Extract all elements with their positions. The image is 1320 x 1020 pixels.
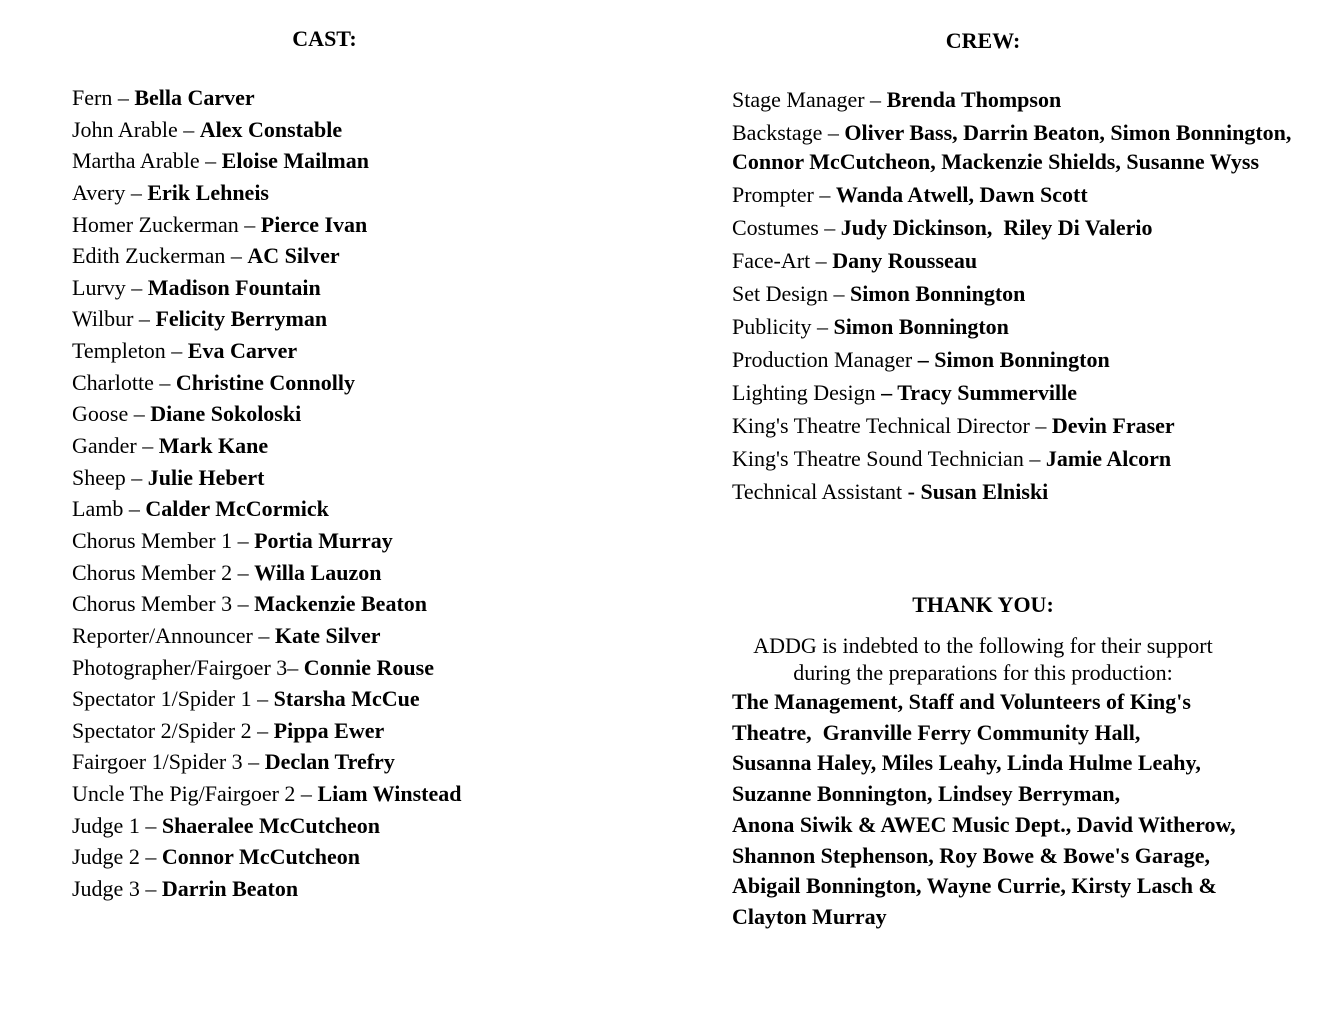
cast-role: Judge 2 – — [72, 844, 162, 870]
cast-entry — [72, 780, 462, 812]
cast-actor: Portia Murray — [254, 527, 393, 553]
crew-role: Backstage – — [732, 120, 845, 145]
cast-role: Spectator 2/Spider 2 – — [72, 717, 274, 743]
cast-role: Chorus Member 1 – — [72, 527, 255, 553]
cast-actor: Mackenzie Beaton — [254, 591, 427, 617]
crew-member: Dany Rousseau — [832, 247, 978, 273]
thank-you-heading: THANK YOU: — [912, 592, 1054, 617]
cast-role: Gander – — [72, 433, 159, 459]
thank-you-intro — [732, 632, 1234, 686]
crew-list — [732, 86, 1292, 511]
crew-entry — [732, 247, 1292, 276]
cast-role: Judge 3 – — [72, 876, 162, 902]
crew-member: Brenda Thompson — [886, 87, 1062, 112]
cast-role: Avery – — [72, 179, 148, 205]
cast-entry — [72, 337, 462, 369]
cast-actor: AC Silver — [247, 243, 340, 269]
thank-you-line: Theatre, Granville Ferry Community Hall, — [732, 719, 1141, 745]
crew-entry — [732, 478, 1292, 507]
cast-actor: Diane Sokoloski — [150, 401, 302, 427]
cast-role: Charlotte – — [72, 369, 176, 395]
cast-actor: Connor McCutcheon — [161, 844, 361, 870]
cast-actor: Bella Carver — [134, 85, 255, 110]
thank-you-list — [732, 687, 1236, 933]
cast-role: Photographer/Fairgoer 3– — [72, 654, 304, 680]
crew-entry — [732, 313, 1292, 342]
cast-actor: Connie Rouse — [303, 654, 434, 680]
cast-role: Sheep – — [72, 464, 148, 490]
crew-entry — [732, 412, 1292, 441]
cast-actor: Eloise Mailman — [221, 148, 369, 174]
cast-entry — [72, 748, 462, 780]
crew-heading: CREW: — [945, 28, 1021, 53]
thank-you-line: Susanna Haley, Miles Leahy, Linda Hulme Leahy, — [732, 750, 1201, 776]
crew-role: Set Design – — [732, 280, 850, 306]
cast-role: Fern – — [72, 85, 135, 110]
cast-actor: Declan Trefry — [264, 749, 395, 775]
thank-you-intro-line: during the preparations for this production: — [793, 660, 1173, 685]
cast-entry — [72, 242, 462, 274]
thank-you-intro-line: ADDG is indebted to the following for their support — [753, 633, 1213, 658]
cast-role: John Arable – — [72, 116, 200, 142]
cast-entry — [72, 432, 462, 464]
crew-role: King's Theatre Sound Technician – — [732, 445, 1046, 471]
cast-role: Judge 1 – — [72, 812, 162, 838]
cast-role: Chorus Member 2 – — [72, 559, 255, 585]
cast-list — [72, 84, 462, 907]
cast-actor: Starsha McCue — [273, 686, 420, 712]
thank-you-line: Suzanne Bonnington, Lindsey Berryman, — [732, 781, 1121, 807]
thank-you-line: The Management, Staff and Volunteers of King's — [732, 689, 1191, 714]
cast-entry — [72, 305, 462, 337]
cast-entry — [72, 495, 462, 527]
crew-entry — [732, 445, 1292, 474]
crew-entry — [732, 86, 1292, 115]
crew-entry — [732, 214, 1292, 243]
thank-you-line: Abigail Bonnington, Wayne Currie, Kirsty Lasch & — [732, 873, 1217, 899]
cast-entry — [72, 84, 462, 116]
cast-role: Spectator 1/Spider 1 – — [72, 686, 274, 712]
cast-entry — [72, 179, 462, 211]
cast-actor: Mark Kane — [158, 433, 269, 459]
cast-entry — [72, 654, 462, 686]
cast-actor: Willa Lauzon — [254, 559, 382, 585]
crew-entry — [732, 119, 1292, 176]
cast-role: Chorus Member 3 – — [72, 591, 255, 617]
crew-role: Costumes – — [732, 214, 841, 240]
cast-entry — [72, 875, 462, 907]
cast-entry — [72, 274, 462, 306]
cast-actor: Pierce Ivan — [260, 211, 368, 237]
cast-actor: Kate Silver — [274, 622, 381, 648]
thank-you-line: Clayton Murray — [732, 903, 887, 929]
crew-role: Technical Assistant — [732, 478, 908, 504]
cast-entry — [72, 369, 462, 401]
cast-actor: Erik Lehneis — [147, 179, 269, 205]
cast-actor: Calder McCormick — [145, 496, 329, 522]
cast-actor: Alex Constable — [199, 116, 343, 142]
cast-entry — [72, 843, 462, 875]
cast-role: Lurvy – — [72, 274, 148, 300]
cast-entry — [72, 812, 462, 844]
crew-role: King's Theatre Technical Director – — [732, 412, 1052, 438]
cast-entry — [72, 590, 462, 622]
cast-role: Homer Zuckerman – — [72, 211, 261, 237]
crew-role: Publicity – — [732, 313, 834, 339]
crew-member: Wanda Atwell, Dawn Scott — [835, 181, 1088, 207]
crew-entry — [732, 379, 1292, 408]
crew-member: Jamie Alcorn — [1045, 445, 1172, 471]
cast-role: Lamb – — [72, 496, 146, 522]
cast-actor: Eva Carver — [187, 338, 298, 364]
cast-entry — [72, 464, 462, 496]
cast-actor: Madison Fountain — [147, 274, 321, 300]
crew-member: – Tracy Summerville — [881, 379, 1078, 405]
cast-actor: Julie Hebert — [147, 464, 265, 490]
cast-actor: Shaeralee McCutcheon — [161, 812, 380, 838]
cast-role: Wilbur – — [72, 306, 156, 332]
thank-you-line: Shannon Stephenson, Roy Bowe & Bowe's Garage, — [732, 842, 1210, 868]
crew-member: – Simon Bonnington — [917, 346, 1110, 372]
crew-entry — [732, 346, 1292, 375]
crew-member: Simon Bonnington — [833, 313, 1009, 339]
cast-entry — [72, 622, 462, 654]
cast-role: Martha Arable – — [72, 148, 222, 174]
cast-actor: Liam Winstead — [317, 781, 462, 807]
cast-role: Fairgoer 1/Spider 3 – — [72, 749, 265, 775]
crew-member: Oliver Bass, Darrin Beaton, Simon Bonnington, Connor McCutcheon, Mackenzie Shields, Susanne Wyss — [732, 120, 1292, 174]
crew-entry — [732, 280, 1292, 309]
cast-actor: Felicity Berryman — [155, 306, 328, 332]
cast-role: Reporter/Announcer – — [72, 622, 275, 648]
cast-role: Goose – — [72, 401, 151, 427]
cast-actor: Pippa Ewer — [273, 717, 385, 743]
cast-role: Edith Zuckerman – — [72, 243, 248, 269]
thank-you-line: Anona Siwik & AWEC Music Dept., David Witherow, — [732, 811, 1236, 837]
cast-actor: Christine Connolly — [175, 369, 355, 395]
crew-member: Simon Bonnington — [849, 280, 1026, 306]
cast-entry — [72, 685, 462, 717]
cast-entry — [72, 116, 462, 148]
cast-entry — [72, 400, 462, 432]
cast-entry — [72, 717, 462, 749]
crew-member: Judy Dickinson, Riley Di Valerio — [840, 214, 1153, 240]
cast-role: Uncle The Pig/Fairgoer 2 – — [72, 781, 318, 807]
crew-role: Production Manager — [732, 346, 918, 372]
cast-entry — [72, 211, 462, 243]
cast-entry — [72, 527, 462, 559]
crew-member: - Susan Elniski — [907, 478, 1049, 504]
crew-role: Prompter – — [732, 181, 836, 207]
crew-entry — [732, 181, 1292, 210]
cast-heading: CAST: — [292, 26, 357, 51]
crew-role: Stage Manager – — [732, 87, 887, 112]
crew-role: Face-Art – — [732, 247, 833, 273]
cast-entry — [72, 147, 462, 179]
crew-member: Devin Fraser — [1051, 412, 1175, 438]
cast-role: Templeton – — [72, 338, 188, 364]
cast-actor: Darrin Beaton — [161, 876, 299, 902]
crew-role: Lighting Design — [732, 379, 882, 405]
cast-entry — [72, 559, 462, 591]
